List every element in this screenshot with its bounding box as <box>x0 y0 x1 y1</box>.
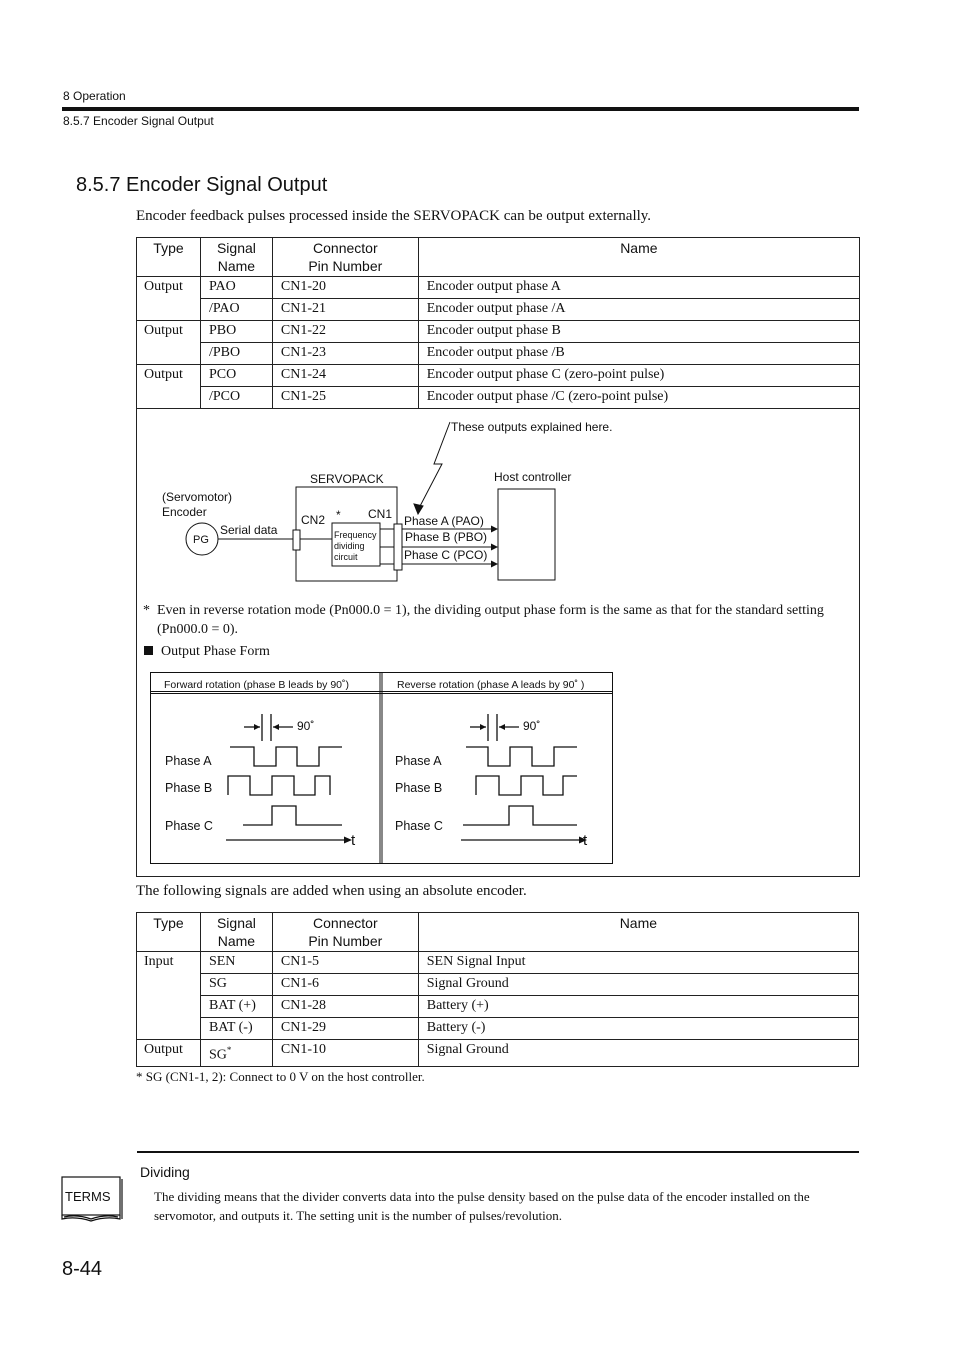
reverse-time-label: t <box>583 832 588 849</box>
cn2-connector <box>293 530 300 550</box>
reverse-rotation-note: Even in reverse rotation mode (Pn000.0 = 1), the dividing output phase form is the same as that for the standard setting (Pn000.0 = 0). <box>157 603 824 637</box>
encoder-output-table <box>136 237 860 409</box>
reverse-phase-a-wave <box>466 747 577 766</box>
asterisk-label: * <box>336 508 341 522</box>
signal-cell: PCO <box>200 365 272 387</box>
encoder-label-2: Encoder <box>162 505 207 519</box>
page-title: 8.5.7 Encoder Signal Output <box>76 174 328 196</box>
name-cell: Encoder output phase B <box>418 321 859 343</box>
callout-lightning <box>418 422 450 510</box>
encoder-label-1: (Servomotor) <box>162 490 233 504</box>
name-cell: Signal Ground <box>418 1040 858 1067</box>
forward-phase-a-wave <box>230 747 342 766</box>
signal-cell: /PBO <box>200 343 272 365</box>
arrow-phase-b <box>491 544 498 551</box>
reverse-title: Reverse rotation (phase A leads by 90˚ ) <box>397 679 585 691</box>
reverse-timing <box>461 714 581 840</box>
type-cell: Output <box>137 277 201 321</box>
name-cell: Encoder output phase C (zero-point pulse) <box>418 365 859 387</box>
pin-cell: CN1-29 <box>272 1018 418 1040</box>
terms-body: The dividing means that the divider converts data into the pulse density based on the pulse data of the encoder installed on the servomotor, and outputs it. The setting unit is the number of pulses/revolution. <box>154 1189 810 1223</box>
signal-cell: BAT (-) <box>200 1018 272 1040</box>
type-cell: Input <box>137 952 201 1040</box>
signal-cell: PAO <box>200 277 272 299</box>
header-type: Type <box>137 238 201 277</box>
arrow-phase-a <box>491 526 498 533</box>
bullet-square-icon <box>144 646 153 655</box>
pin-cell: CN1-25 <box>272 387 418 409</box>
forward-phase-c-wave <box>243 806 342 825</box>
pin-cell: CN1-28 <box>272 996 418 1018</box>
signal-cell: SG <box>200 974 272 996</box>
header-connector-pin: Connector Pin Number <box>272 913 418 952</box>
freq-label-2: dividing <box>334 541 365 551</box>
table-row <box>137 1040 859 1067</box>
type-cell: Output <box>137 365 201 409</box>
running-header-section: 8.5.7 Encoder Signal Output <box>63 114 214 128</box>
pin-cell: CN1-21 <box>272 299 418 321</box>
signal-cell: /PAO <box>200 299 272 321</box>
header-name: Name <box>418 913 858 952</box>
reverse-phase-b-wave <box>476 776 577 795</box>
reverse-phase-c-wave <box>463 806 577 825</box>
forward-time-label: t <box>351 832 356 849</box>
terms-icon-label: TERMS <box>65 1189 111 1204</box>
name-cell: Encoder output phase /A <box>418 299 859 321</box>
name-cell: Battery (-) <box>418 1018 858 1040</box>
host-controller-box <box>498 489 555 580</box>
table-row <box>137 974 859 996</box>
terms-rule <box>137 1151 859 1153</box>
superscript-asterisk: * <box>226 1045 232 1055</box>
pin-cell: CN1-6 <box>272 974 418 996</box>
forward-phase-b-label: Phase B <box>165 781 213 795</box>
header-name: Name <box>418 238 859 277</box>
forward-timing <box>226 714 346 840</box>
forward-title: Forward rotation (phase B leads by 90˚) <box>164 679 350 691</box>
table-row <box>137 1018 859 1040</box>
signal-cell: SEN <box>200 952 272 974</box>
reverse-phase-a-label: Phase A <box>395 754 442 768</box>
signal-cell: /PCO <box>200 387 272 409</box>
header-connector-pin: Connector Pin Number <box>272 238 418 277</box>
table-row <box>137 277 860 299</box>
freq-label-3: circuit <box>334 552 358 562</box>
terms-heading: Dividing <box>140 1164 190 1180</box>
phase-b-output-label: Phase B (PBO) <box>405 530 488 544</box>
absolute-encoder-intro: The following signals are added when using an absolute encoder. <box>136 883 527 899</box>
table-row <box>137 996 859 1018</box>
pin-cell: CN1-22 <box>272 321 418 343</box>
forward-deg-label: 90˚ <box>297 719 315 733</box>
reverse-phase-c-label: Phase C <box>395 819 443 833</box>
running-header-chapter: 8 Operation <box>63 89 126 103</box>
type-cell: Output <box>137 321 201 365</box>
type-cell: Output <box>137 1040 201 1067</box>
header-type: Type <box>137 913 201 952</box>
pin-cell: CN1-5 <box>272 952 418 974</box>
serial-data-label: Serial data <box>220 523 278 537</box>
table-row <box>137 952 859 974</box>
freq-label-1: Frequency <box>334 530 377 540</box>
page-number: 8-44 <box>62 1258 103 1280</box>
callout-arrow-head <box>414 504 423 514</box>
pin-cell: CN1-24 <box>272 365 418 387</box>
table-row <box>137 321 860 343</box>
reverse-phase-b-label: Phase B <box>395 781 443 795</box>
forward-phase-b-wave <box>228 776 330 795</box>
header-rule <box>62 107 859 111</box>
pin-cell: CN1-20 <box>272 277 418 299</box>
pg-label: PG <box>193 534 209 546</box>
name-cell: Encoder output phase A <box>418 277 859 299</box>
pin-cell: CN1-23 <box>272 343 418 365</box>
intro-paragraph: Encoder feedback pulses processed inside the SERVOPACK can be output externally. <box>136 208 652 224</box>
callout-text: These outputs explained here. <box>451 420 613 434</box>
timing-diagrams <box>150 672 614 865</box>
asterisk-note-mark: * <box>143 603 150 618</box>
name-cell: Battery (+) <box>418 996 858 1018</box>
signal-cell: BAT (+) <box>200 996 272 1018</box>
terms-book-icon <box>60 1175 124 1225</box>
block-diagram <box>136 406 860 602</box>
name-cell: Encoder output phase /C (zero-point pulse) <box>418 387 859 409</box>
sg-footnote: * SG (CN1-1, 2): Connect to 0 V on the host controller. <box>136 1069 425 1084</box>
phase-a-output-label: Phase A (PAO) <box>404 514 484 528</box>
output-phase-form-heading: Output Phase Form <box>161 644 270 659</box>
cn2-label: CN2 <box>301 513 326 527</box>
table-row <box>137 365 860 387</box>
table-row <box>137 343 860 365</box>
name-cell: Signal Ground <box>418 974 858 996</box>
forward-phase-c-label: Phase C <box>165 819 213 833</box>
pin-cell: CN1-10 <box>272 1040 418 1067</box>
signal-cell: SG* <box>200 1040 272 1067</box>
header-signal-name: Signal Name <box>200 238 272 277</box>
host-label: Host controller <box>494 470 572 484</box>
signal-cell: PBO <box>200 321 272 343</box>
arrow-phase-c <box>491 561 498 568</box>
header-signal-name: Signal Name <box>200 913 272 952</box>
absolute-encoder-table <box>136 912 859 1067</box>
table-row <box>137 299 860 321</box>
forward-phase-a-label: Phase A <box>165 754 212 768</box>
cn1-connector <box>394 524 402 570</box>
servopack-label: SERVOPACK <box>310 472 384 486</box>
phase-c-output-label: Phase C (PCO) <box>404 548 488 562</box>
reverse-deg-label: 90˚ <box>523 719 541 733</box>
name-cell: SEN Signal Input <box>418 952 858 974</box>
name-cell: Encoder output phase /B <box>418 343 859 365</box>
cn1-label: CN1 <box>368 507 393 521</box>
